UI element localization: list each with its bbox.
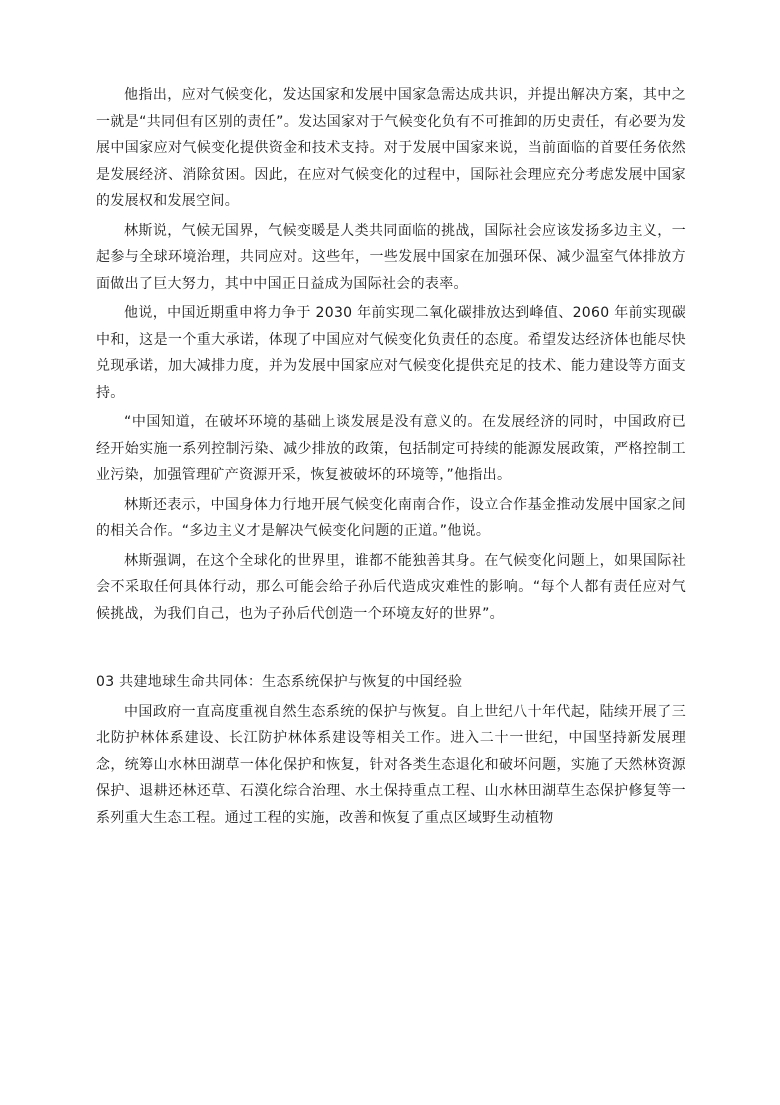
document-body: [96, 82, 686, 831]
paragraph-6: 林斯强调，在这个全球化的世界里，谁都不能独善其身。在气候变化问题上，如果国际社会不采取任何具体行动，那么可能会给子孙后代造成灾难性的影响。“每个人都有责任应对气候挑战，为我们自己，也为子孙后代创造一个环境友好的世界”。: [96, 552, 686, 622]
paragraph-3: 他说，中国近期重申将力争于 2030 年前实现二氧化碳排放达到峰值、2060 年前实现碳中和，这是一个重大承诺，体现了中国应对气候变化负责任的态度。希望发达经济体也能尽快兑现承诺，加大减排力度，并为发展中国家应对气候变化提供充足的技术、能力建设等方面支持。: [96, 305, 686, 401]
paragraph-1: 他指出，应对气候变化，发达国家和发展中国家急需达成共识，并提出解决方案，其中之一就是“共同但有区别的责任”。发达国家对于气候变化负有不可推卸的历史责任，有必要为发展中国家应对气候变化提供资金和技术支持。对于发展中国家来说，当前面临的首要任务依然是发展经济、消除贫困。因此，在应对气候变化的过程中，国际社会理应充分考虑发展中国家的发展权和发展空间。: [96, 87, 686, 209]
section-heading: 03 共建地球生命共同体：生态系统保护与恢复的中国经验: [96, 674, 463, 690]
paragraph-4: “中国知道，在破坏环境的基础上谈发展是没有意义的。在发展经济的同时，中国政府已经开始实施一系列控制污染、减少排放的政策，包括制定可持续的能源发展政策，严格控制工业污染，加强管理矿产资源开采，恢复被破坏的环境等，”他指出。: [96, 414, 686, 483]
paragraph-2: 林斯说，气候无国界，气候变暖是人类共同面临的挑战，国际社会应该发扬多边主义，一起参与全球环境治理，共同应对。这些年，一些发展中国家在加强环保、减少温室气体排放方面做出了巨大努力，其中中国正日益成为国际社会的表率。: [96, 222, 686, 292]
paragraph-7: 中国政府一直高度重视自然生态系统的保护与恢复。自上世纪八十年代起，陆续开展了三北防护林体系建设、长江防护林体系建设等相关工作。进入二十一世纪，中国坚持新发展理念，统筹山水林田湖草一体化保护和恢复，针对各类生态退化和破坏问题，实施了天然林资源保护、退耕还林还草、石漠化综合治理、水土保持重点工程、山水林田湖草生态保护修复等一系列重大生态工程。通过工程的实施，改善和恢复了重点区域野生动植物: [96, 703, 686, 826]
paragraph-5: 林斯还表示，中国身体力行地开展气候变化南南合作，设立合作基金推动发展中国家之间的相关合作。“多边主义才是解决气候变化问题的正道。”他说。: [96, 496, 686, 539]
